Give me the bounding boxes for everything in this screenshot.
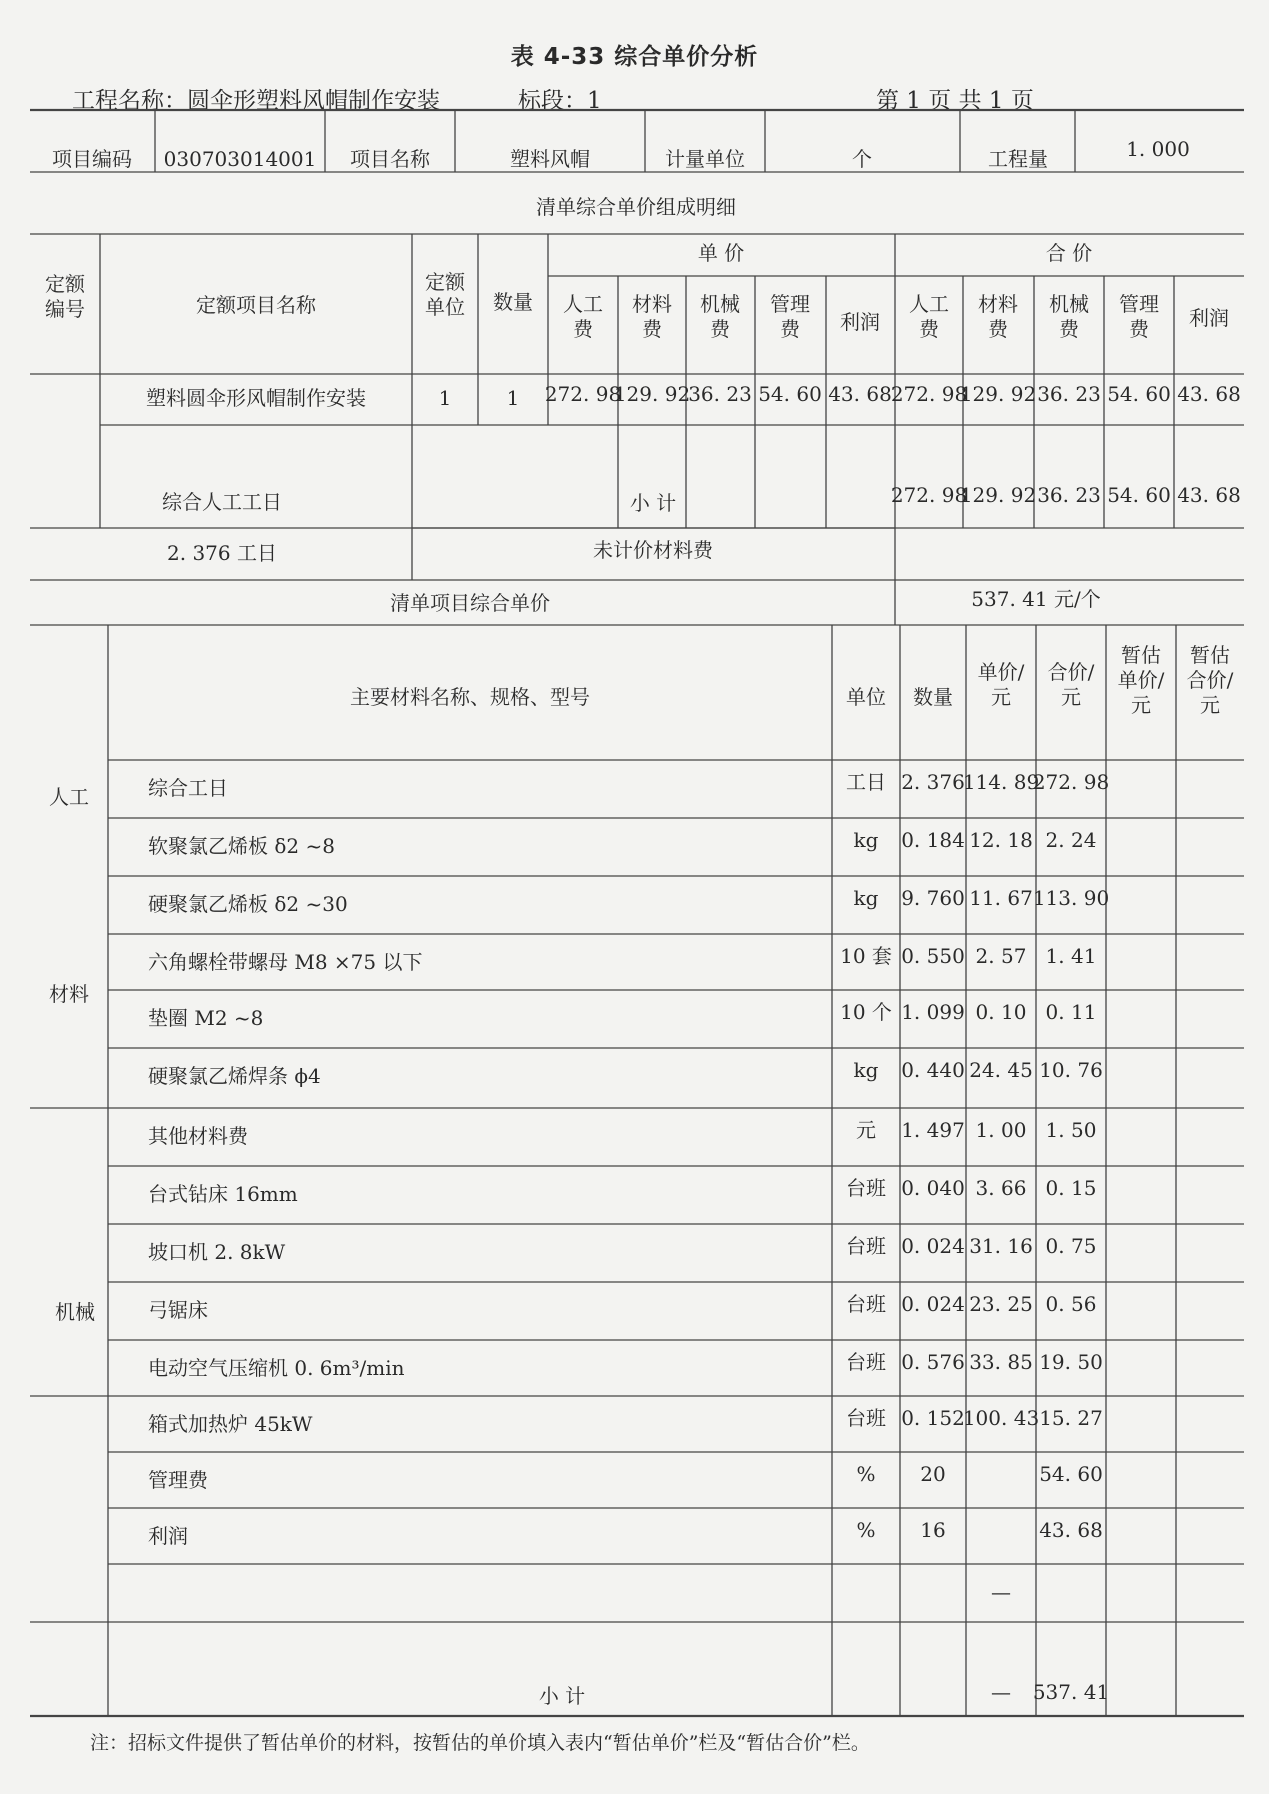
mat-row-qty: 0. 184 [901, 828, 965, 852]
mat-row-name: 电动空气压缩机 0. 6m³/min [148, 1356, 405, 1380]
subtotal-mgmt: 54. 60 [1107, 483, 1171, 507]
group-unit-price: 单 价 [697, 241, 745, 265]
mat-row-unit-price: 23. 25 [969, 1292, 1033, 1316]
item-name: 塑料风帽 [510, 147, 590, 171]
composite-price-value: 537. 41 元/个 [971, 587, 1101, 611]
mat-row-unit: kg [853, 828, 879, 852]
unit-price-profit: 43. 68 [828, 382, 892, 406]
mat-row-unit-price: 1. 00 [975, 1118, 1027, 1142]
project-name-line [72, 82, 440, 115]
mat-col-est-total: 暂估合价/元 [1186, 643, 1234, 717]
mat-row-name: 弓锯床 [148, 1298, 208, 1322]
mat-row-unit-price: 0. 10 [975, 1000, 1027, 1024]
col-machine: 机械费 [700, 292, 740, 341]
mat-row-qty: 0. 024 [901, 1234, 965, 1258]
col-qty: 数量 [493, 290, 533, 314]
mat-row-unit-price: 33. 85 [969, 1350, 1033, 1374]
section-value: 1 [587, 88, 602, 114]
mat-row-name: 管理费 [148, 1468, 208, 1492]
mat-row-name: 垫圈 M2 ~8 [148, 1006, 264, 1030]
col-quota-name: 定额项目名称 [196, 293, 316, 317]
mat-row-unit-price: 24. 45 [969, 1058, 1033, 1082]
item-unit-label: 计量单位 [665, 147, 745, 171]
mat-row-qty: 0. 576 [901, 1350, 965, 1374]
page-info: 第 1 页 共 1 页 [876, 88, 1034, 114]
mat-row-total: 2. 24 [1045, 828, 1097, 852]
mat-row-unit: 元 [856, 1118, 876, 1142]
mat-row-name: 其他材料费 [148, 1124, 248, 1148]
subtotal-labor: 272. 98 [890, 483, 968, 507]
total-labor: 272. 98 [890, 382, 968, 406]
mat-row-name: 硬聚氯乙烯焊条 ϕ4 [148, 1064, 321, 1088]
col-profit-total: 利润 [1189, 306, 1229, 330]
mat-row-qty: 16 [920, 1518, 946, 1542]
mat-row-qty: 2. 376 [901, 770, 965, 794]
mat-row-qty: 1. 497 [901, 1118, 965, 1142]
materials-dash-2: — [991, 1680, 1011, 1704]
item-code-label: 项目编码 [52, 147, 132, 171]
mat-row-unit: kg [853, 1058, 879, 1082]
mat-row-unit-price: 2. 57 [975, 944, 1027, 968]
detail-row-qty: 1 [506, 386, 520, 410]
mat-row-name: 硬聚氯乙烯板 δ2 ~30 [148, 892, 348, 916]
labor-day-label: 综合人工工日 [162, 490, 282, 514]
mat-row-unit: 10 套 [840, 944, 892, 968]
mat-col-unit: 单位 [846, 685, 886, 709]
category-labor: 人工 [49, 785, 89, 809]
mat-row-name: 六角螺栓带螺母 M8 ×75 以下 [148, 950, 423, 974]
col-machine-total: 机械费 [1049, 292, 1089, 341]
subtotal-machine: 36. 23 [1037, 483, 1101, 507]
mat-row-qty: 0. 550 [901, 944, 965, 968]
unit-price-machine: 36. 23 [688, 382, 752, 406]
col-quota-no: 定额编号 [45, 272, 85, 321]
mat-row-name: 综合工日 [148, 776, 228, 800]
subtotal-profit: 43. 68 [1177, 483, 1241, 507]
mat-row-unit: 台班 [846, 1406, 886, 1430]
mat-row-total: 1. 41 [1045, 944, 1097, 968]
mat-row-total: 272. 98 [1032, 770, 1110, 794]
mat-row-total: 0. 75 [1045, 1234, 1097, 1258]
mat-row-unit: kg [853, 886, 879, 910]
mat-row-total: 0. 15 [1045, 1176, 1097, 1200]
materials-subtotal-value: 537. 41 [1032, 1680, 1110, 1704]
mat-row-total: 19. 50 [1039, 1350, 1103, 1374]
mat-row-unit: 台班 [846, 1234, 886, 1258]
mat-row-total: 113. 90 [1032, 886, 1110, 910]
mat-row-name: 台式钻床 16mm [148, 1182, 298, 1206]
mat-row-unit-price: 11. 67 [969, 886, 1033, 910]
col-profit: 利润 [840, 310, 880, 334]
mat-row-unit: 工日 [846, 770, 886, 794]
mat-row-total: 1. 50 [1045, 1118, 1097, 1142]
item-qty-label: 工程量 [988, 147, 1048, 171]
mat-row-unit-price: 100. 43 [962, 1406, 1040, 1430]
mat-row-qty: 0. 152 [901, 1406, 965, 1430]
col-mgmt-total: 管理费 [1119, 292, 1159, 341]
mat-col-total: 合价/元 [1047, 660, 1095, 709]
col-mgmt: 管理费 [770, 292, 810, 341]
table-title: 表 4-33 综合单价分析 [510, 44, 759, 70]
group-total-price: 合 价 [1045, 241, 1093, 265]
category-machine: 机械 [55, 1300, 95, 1324]
mat-row-unit: % [856, 1462, 876, 1486]
mat-row-unit: 台班 [846, 1350, 886, 1374]
unit-price-mgmt: 54. 60 [758, 382, 822, 406]
composite-price-label: 清单项目综合单价 [390, 591, 550, 615]
mat-row-name: 箱式加热炉 45kW [148, 1412, 313, 1436]
footnote: 注：招标文件提供了暂估单价的材料，按暂估的单价填入表内“暂估单价”栏及“暂估合价”栏。 [90, 1732, 870, 1754]
unit-price-labor: 272. 98 [544, 382, 622, 406]
total-mgmt: 54. 60 [1107, 382, 1171, 406]
mat-row-name: 软聚氯乙烯板 δ2 ~8 [148, 834, 335, 858]
mat-row-qty: 0. 440 [901, 1058, 965, 1082]
section-label: 标段： [518, 88, 587, 114]
total-machine: 36. 23 [1037, 382, 1101, 406]
mat-row-total: 54. 60 [1039, 1462, 1103, 1486]
col-material: 材料费 [632, 292, 672, 341]
mat-row-unit: % [856, 1518, 876, 1542]
detail-row-unit: 1 [438, 386, 452, 410]
mat-row-unit: 台班 [846, 1176, 886, 1200]
item-code: 030703014001 [163, 147, 317, 171]
detail-section-title: 清单综合单价组成明细 [536, 195, 736, 219]
mat-row-unit: 台班 [846, 1292, 886, 1316]
mat-row-unit-price: 31. 16 [969, 1234, 1033, 1258]
total-profit: 43. 68 [1177, 382, 1241, 406]
mat-row-total: 0. 11 [1045, 1000, 1097, 1024]
unpriced-material-label: 未计价材料费 [593, 538, 713, 562]
mat-row-total: 15. 27 [1039, 1406, 1103, 1430]
materials-subtotal-label: 小 计 [538, 1684, 586, 1708]
section-line [518, 82, 602, 115]
detail-row-name: 塑料圆伞形风帽制作安装 [146, 386, 366, 410]
category-material: 材料 [49, 982, 89, 1006]
mat-row-total: 43. 68 [1039, 1518, 1103, 1542]
mat-row-qty: 1. 099 [901, 1000, 965, 1024]
labor-day-value: 2. 376 工日 [167, 541, 277, 565]
mat-col-name: 主要材料名称、规格、型号 [350, 685, 590, 709]
mat-col-est-unit: 暂估单价/元 [1117, 643, 1165, 717]
mat-row-unit-price: 114. 89 [962, 770, 1040, 794]
total-material: 129. 92 [959, 382, 1037, 406]
subtotal-material: 129. 92 [959, 483, 1037, 507]
mat-row-unit-price: 12. 18 [969, 828, 1033, 852]
mat-col-unit-price: 单价/元 [977, 660, 1025, 709]
mat-row-qty: 0. 040 [901, 1176, 965, 1200]
mat-row-name: 利润 [148, 1524, 188, 1548]
mat-row-qty: 0. 024 [901, 1292, 965, 1316]
mat-row-qty: 20 [920, 1462, 946, 1486]
col-labor-total: 人工费 [909, 292, 949, 341]
mat-row-total: 10. 76 [1039, 1058, 1103, 1082]
project-label: 工程名称： [72, 88, 187, 114]
col-material-total: 材料费 [978, 292, 1018, 341]
detail-subtotal-label: 小 计 [629, 491, 677, 515]
mat-row-unit: 10 个 [840, 1000, 892, 1024]
materials-dash-1: — [991, 1580, 1011, 1604]
project-name: 圆伞形塑料风帽制作安装 [187, 88, 440, 114]
unit-price-material: 129. 92 [613, 382, 691, 406]
mat-row-total: 0. 56 [1045, 1292, 1097, 1316]
mat-row-qty: 9. 760 [901, 886, 965, 910]
mat-row-unit-price: 3. 66 [975, 1176, 1027, 1200]
item-name-label: 项目名称 [350, 147, 430, 171]
item-unit: 个 [852, 147, 872, 171]
item-qty: 1. 000 [1126, 137, 1190, 161]
mat-col-qty: 数量 [913, 685, 953, 709]
col-labor: 人工费 [563, 292, 603, 341]
mat-row-name: 坡口机 2. 8kW [148, 1240, 286, 1264]
col-quota-unit: 定额单位 [425, 270, 465, 319]
